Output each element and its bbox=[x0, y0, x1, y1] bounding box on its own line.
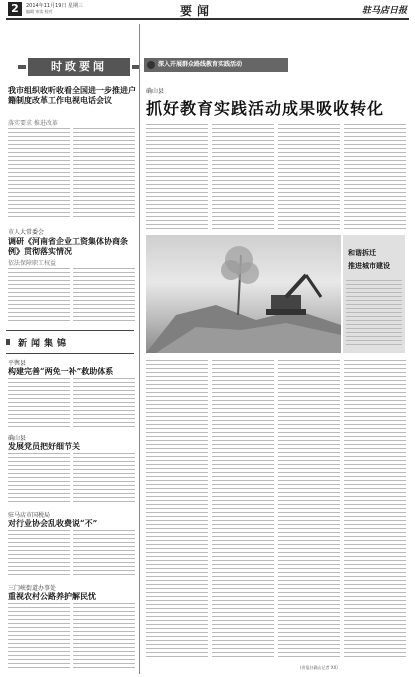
politics-banner: 时政要闻 bbox=[28, 58, 130, 76]
lead-body-col7 bbox=[278, 360, 340, 660]
brief4-body-col2 bbox=[73, 603, 135, 669]
story1-subhead: 落实要求 推进改革 bbox=[8, 120, 58, 127]
byline-footnote: (省报驻确山记者 XX) bbox=[300, 665, 338, 670]
brief2-headline[interactable]: 发展党员把好细节关 bbox=[8, 441, 80, 451]
brief1-body-col2 bbox=[73, 378, 135, 428]
lead-body-col1 bbox=[146, 124, 208, 230]
page-number: 2 bbox=[8, 2, 22, 16]
brief4-headline[interactable]: 重视农村公路养护解民忧 bbox=[8, 591, 96, 601]
lead-kicker: 确山县 bbox=[146, 88, 165, 95]
lead-headline[interactable]: 抓好教育实践活动成果吸收转化 bbox=[146, 99, 385, 118]
section-title: 要闻 bbox=[180, 4, 215, 18]
brief1-body-col1 bbox=[8, 378, 70, 428]
brief4-body-col1 bbox=[8, 603, 70, 669]
star-icon bbox=[147, 61, 155, 69]
news-roundup-box bbox=[6, 330, 134, 354]
caption-title-line1: 和谐拆迁 bbox=[348, 249, 376, 257]
editors-line: 编辑 审读 校对 bbox=[26, 9, 53, 14]
brief2-kicker: 确山县 bbox=[8, 435, 27, 442]
lead-body-col5 bbox=[146, 360, 208, 660]
brief3-body-col1 bbox=[8, 530, 70, 578]
brief3-body-col2 bbox=[73, 530, 135, 578]
story2-body-col1 bbox=[8, 268, 70, 324]
story1-headline[interactable]: 我市组织收听收看全国进一步推进户籍制度改革工作电视电话会议 bbox=[8, 85, 136, 105]
brief4-kicker: 三门峡街道办事处 bbox=[8, 585, 57, 592]
lead-body-col4 bbox=[344, 124, 406, 230]
excavator-illustration bbox=[146, 235, 341, 353]
brief3-kicker: 驻马店市国税局 bbox=[8, 512, 51, 519]
column-divider bbox=[139, 24, 140, 674]
brief3-headline[interactable]: 对行业协会乱收费说“不” bbox=[8, 518, 98, 528]
brief1-headline[interactable]: 构建完善“两免一补”救助体系 bbox=[8, 366, 114, 376]
issue-date: 2014年11月19日 星期三 bbox=[26, 3, 84, 9]
campaign-banner bbox=[144, 58, 288, 72]
lead-body-col2 bbox=[212, 124, 274, 230]
brief2-body-col1 bbox=[8, 453, 70, 505]
caption-title-line2: 推进城市建设 bbox=[348, 262, 390, 270]
lead-body-col8 bbox=[344, 360, 406, 660]
story2-body-col2 bbox=[73, 268, 135, 324]
paper-name: 驻马店日报 bbox=[361, 6, 407, 16]
story1-body-col1 bbox=[8, 128, 70, 218]
story2-subhead: 依法保障职工权益 bbox=[8, 260, 57, 267]
lead-body-col3 bbox=[278, 124, 340, 230]
story2-headline[interactable]: 调研《河南省企业工资集体协商条例》贯彻落实情况 bbox=[8, 236, 128, 256]
brief1-kicker: 平舆县 bbox=[8, 360, 27, 367]
header-rule bbox=[6, 18, 409, 20]
story2-kicker: 市人大常委会 bbox=[8, 229, 45, 236]
demolition-photo bbox=[146, 235, 341, 353]
news-roundup-title: 新闻集锦 bbox=[18, 339, 71, 349]
brief2-body-col2 bbox=[73, 453, 135, 505]
caption-text bbox=[346, 280, 402, 346]
caption-title bbox=[348, 247, 390, 273]
campaign-text: 深入开展群众路线教育实践活动 bbox=[158, 61, 243, 68]
lead-body-col6 bbox=[212, 360, 274, 660]
story1-body-col2 bbox=[73, 128, 135, 218]
